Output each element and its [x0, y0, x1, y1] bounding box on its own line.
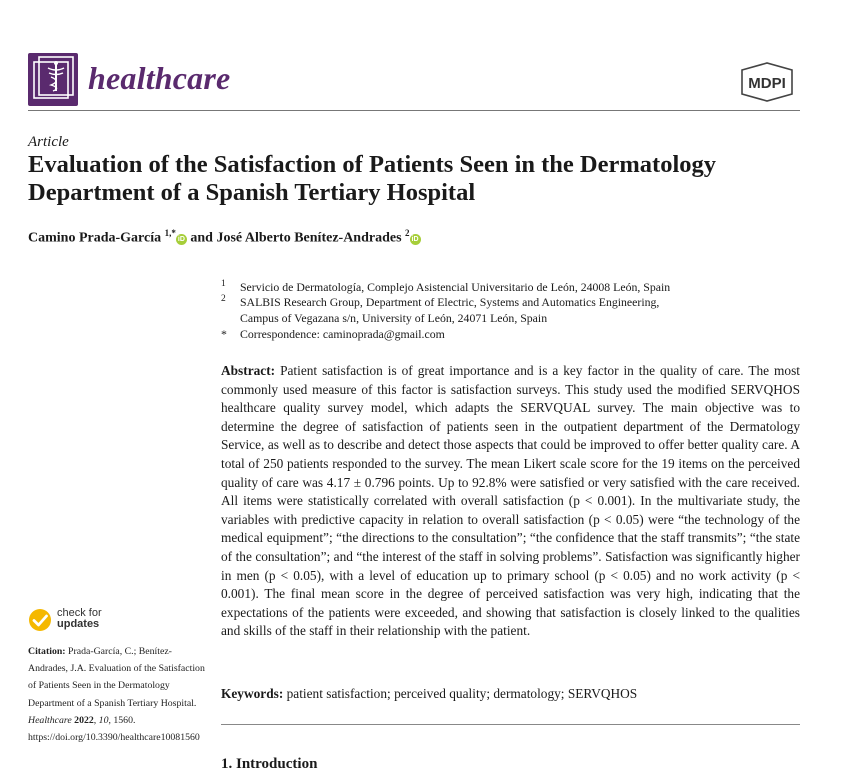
- orcid-icon[interactable]: iD: [177, 235, 185, 243]
- check-for-updates-button[interactable]: [57, 608, 102, 630]
- author-conjunction: and: [190, 230, 213, 246]
- affiliation-mark: 1: [221, 279, 226, 289]
- affiliation-mark: *: [221, 327, 227, 341]
- citation-block: Citation: Prada-García, C.; Benítez-Andrades, J.A. Evaluation of the Satisfaction of Patients Seen in the Dermatology Department of a Spanish Tertiary Hospital. Healthcare 2022, 10, 1560. https://doi.org/10.3390/healthcare10081560: [28, 646, 205, 744]
- citation-label: Citation:: [28, 646, 66, 657]
- keywords-label: Keywords:: [221, 686, 284, 701]
- check-for-updates-icon[interactable]: [28, 608, 52, 632]
- citation-doi-link[interactable]: , 1560. https://doi.org/10.3390/healthcare10081560: [28, 714, 200, 744]
- author-name: Camino Prada-García: [28, 230, 162, 246]
- check-updates-line1: check for: [57, 607, 102, 619]
- abstract-body: Patient satisfaction is of great importance and is a key factor in the quality of care. The most commonly used measure of this factor is satisfaction surveys. This study used the modified SERVQHOS healthcare quality survey model, which adapts the SERVQUAL survey. The main objective was to determine the degree of satisfaction of patients seen in the outpatient department of the Dermatology Service, as well as to describe and detect those aspects that could be improved to offer better quality care. A total of 250 patients responded to the survey. The mean Likert scale score for the 19 items on the perceived quality of care was 4.17 ± 0.796 points. Up to 92.8% were satisfied or very satisfied with the care received. All items were statistically correlated with overall satisfaction (p < 0.001). In the multivariate study, the variables with predictive capacity in relation to overall satisfaction (p < 0.05) were “the technology of the medical equipment”; “the directions to the consultation”; “the confidence that the staff transmits”; “the state of the consultation”; and “the interest of the staff in solving problems”. Satisfaction was significantly higher in men (p < 0.05), with a level of education up to primary school (p < 0.05) and no work activity (p < 0.001). The final mean score in the degree of perceived satisfaction was very high, indicating that the expectations of the patients were exceeded, and showing that satisfaction is closely linked to the qualities and skills of the staff in their relationship with the patient.: [221, 363, 800, 639]
- section-divider: [221, 724, 800, 725]
- affiliation-mark: 2: [221, 294, 226, 304]
- citation-year: 2022: [74, 714, 94, 726]
- orcid-icon[interactable]: iD: [411, 235, 419, 243]
- author-affiliation-mark: 1,*: [164, 228, 176, 238]
- abstract-label: Abstract:: [221, 363, 276, 378]
- mdpi-logo-text: MDPI: [748, 75, 786, 92]
- author-affiliation-mark: 2: [405, 228, 410, 238]
- keywords: [221, 686, 637, 702]
- journal-name: healthcare: [88, 60, 231, 96]
- header-divider: [28, 110, 800, 111]
- author-name: José Alberto Benítez-Andrades: [216, 230, 402, 246]
- keywords-list: patient satisfaction; perceived quality; dermatology; SERVQHOS: [286, 686, 638, 701]
- author-list: [28, 228, 421, 247]
- journal-logo: [28, 53, 78, 106]
- article-title: Evaluation of the Satisfaction of Patients Seen in the Dermatology Department of a Spanish Tertiary Hospital: [28, 151, 716, 206]
- mdpi-logo: [734, 62, 800, 102]
- citation-volume: 10: [98, 714, 109, 726]
- caduceus-icon: [28, 53, 78, 106]
- check-updates-line2: updates: [57, 618, 100, 630]
- article-type: Article: [28, 134, 69, 150]
- section-heading: 1. Introduction: [221, 756, 318, 772]
- citation-journal: Healthcare: [28, 714, 72, 726]
- affiliation-text: SALBIS Research Group, Department of Electric, Systems and Automatics Engineering,: [240, 295, 660, 309]
- citation-text: Prada-García, C.; Benítez-Andrades, J.A. Evaluation of the Satisfaction of Patients Seen in the Dermatology Department of a Spanish Tertiary Hospital.: [28, 646, 205, 709]
- correspondence-text: Correspondence: caminoprada@gmail.com: [240, 327, 445, 341]
- affiliation-text: Campus of Vegazana s/n, University of León, 24071 León, Spain: [240, 311, 548, 325]
- abstract: [221, 362, 800, 641]
- affiliation-text: Servicio de Dermatología, Complejo Asistencial Universitario de León, 24008 León, Spain: [240, 280, 671, 294]
